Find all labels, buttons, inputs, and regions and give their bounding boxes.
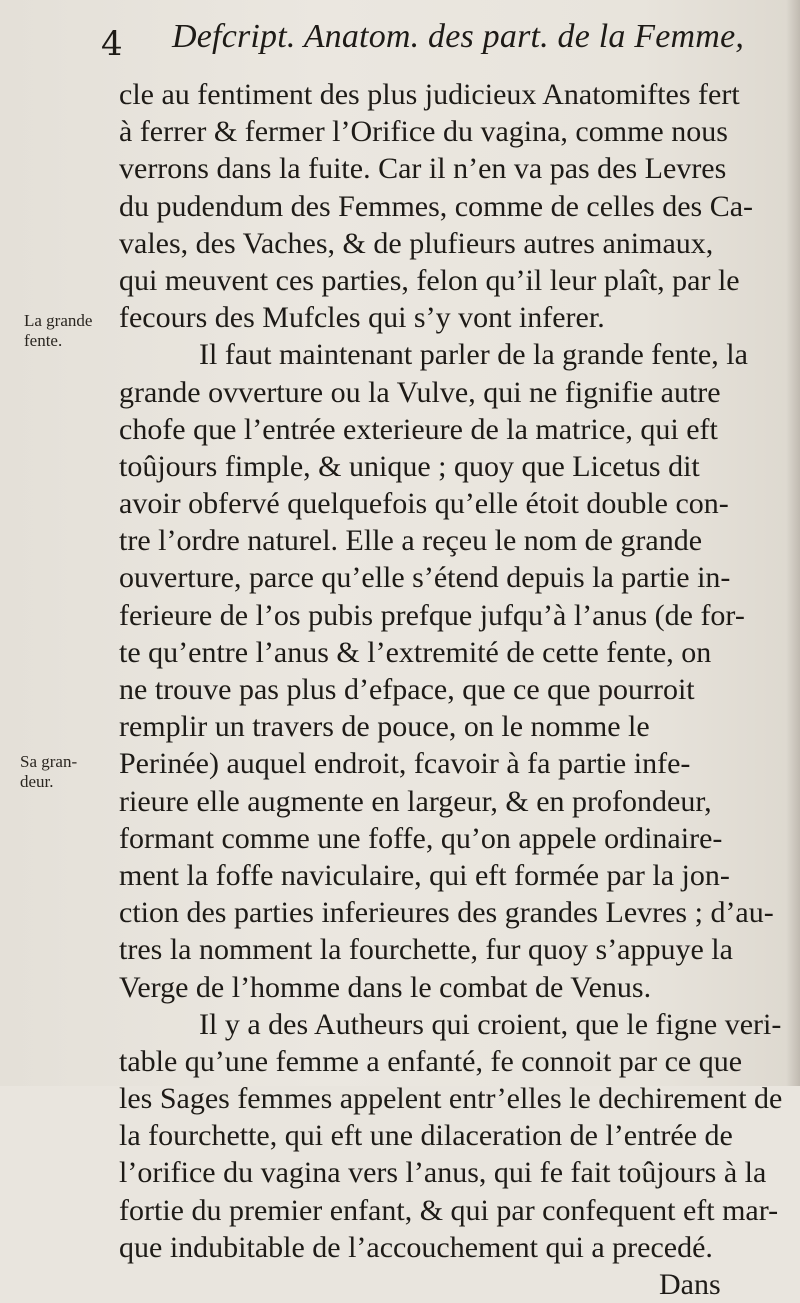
text-line: ne trouve pas plus d’efpace, que ce que pourroit [119,673,695,706]
margin-note-line: Sa gran- [20,752,78,771]
text-line: à ferrer & fermer l’Orifice du vagina, comme nous [119,115,728,149]
text-line: verrons dans la fuite. Car il n’en va pas des Levres [119,152,727,186]
text-line: cle au fentiment des plus judicieux Anatomiftes fert [119,78,740,111]
text-line: vales, des Vaches, & de plufieurs autres animaux, [119,226,714,260]
page-header [0,14,800,74]
text-line: que indubitable de l’accouchement qui a precedé. [119,1230,713,1264]
text-line: te qu’entre l’anus & l’extremité de cette fente, on [119,635,712,669]
text-line: toûjours fimple, & unique ; quoy que Licetus dit [119,449,700,483]
page-number: 4 [101,24,123,64]
text-line: l’orifice du vagina vers l’anus, qui fe fait toûjours à la [119,1156,767,1190]
text-line: Verge de l’homme dans le combat de Venus. [119,970,652,1004]
text-line: ment la foffe naviculaire, qui eft formée par la jon- [119,858,730,892]
text-line: qui meuvent ces parties, felon qu’il leur plaît, par le [119,263,740,297]
paragraph-start-line: Il faut maintenant parler de la grande fente, la [199,338,748,372]
text-line: tre l’ordre naturel. Elle a reçeu le nom de grande [119,524,703,558]
text-line: la fourchette, qui eft une dilaceration de l’entrée de [119,1119,733,1153]
text-line: tres la nomment la fourchette, fur quoy s’appuye la [119,933,733,967]
text-line: grande ovverture ou la Vulve, qui ne fignifie autre [119,375,721,409]
running-head: Defcript. Anatom. des part. de la Femme, [172,18,745,55]
text-line: rieure elle augmente en largeur, & en profondeur, [119,784,712,818]
text-line: ferieure de l’os pubis prefque jufqu’à l’anus (de for- [119,598,745,632]
text-line: ction des parties inferieures des grandes Levres ; d’au- [119,896,774,930]
text-line: remplir un travers de pouce, on le nomme le [119,710,650,744]
text-line: table qu’une femme a enfanté, fe connoit par ce que [119,1044,743,1078]
margin-note-line: deur. [20,772,54,791]
text-line: formant comme une foffe, qu’on appele ordinaire- [119,821,723,855]
text-line: Perinée) auquel endroit, fcavoir à fa partie infe- [119,747,691,781]
text-line: ouverture, parce qu’elle s’étend depuis la partie in- [119,561,731,595]
text-line: avoir obfervé quelquefois qu’elle étoit double con- [119,487,729,521]
catchword: Dans [659,1268,721,1301]
body-text [119,76,783,1303]
text-line: fortie du premier enfant, & qui par confequent eft mar- [119,1193,779,1227]
text-line: chofe que l’entrée exterieure de la matrice, qui eft [119,412,718,446]
margin-note-grande-fente [24,311,92,351]
page-edge-shadow [786,0,800,1086]
text-line: du pudendum des Femmes, comme de celles des Ca- [119,189,754,223]
margin-note-line: La grande [24,311,93,330]
margin-note-line: fente. [24,331,63,350]
text-line: les Sages femmes appelent entr’elles le dechirement de [119,1082,783,1116]
margin-note-grandeur [20,752,77,792]
paragraph-start-line: Il y a des Autheurs qui croient, que le figne veri- [199,1007,782,1041]
text-line: fecours des Mufcles qui s’y vont inferer. [119,301,605,335]
